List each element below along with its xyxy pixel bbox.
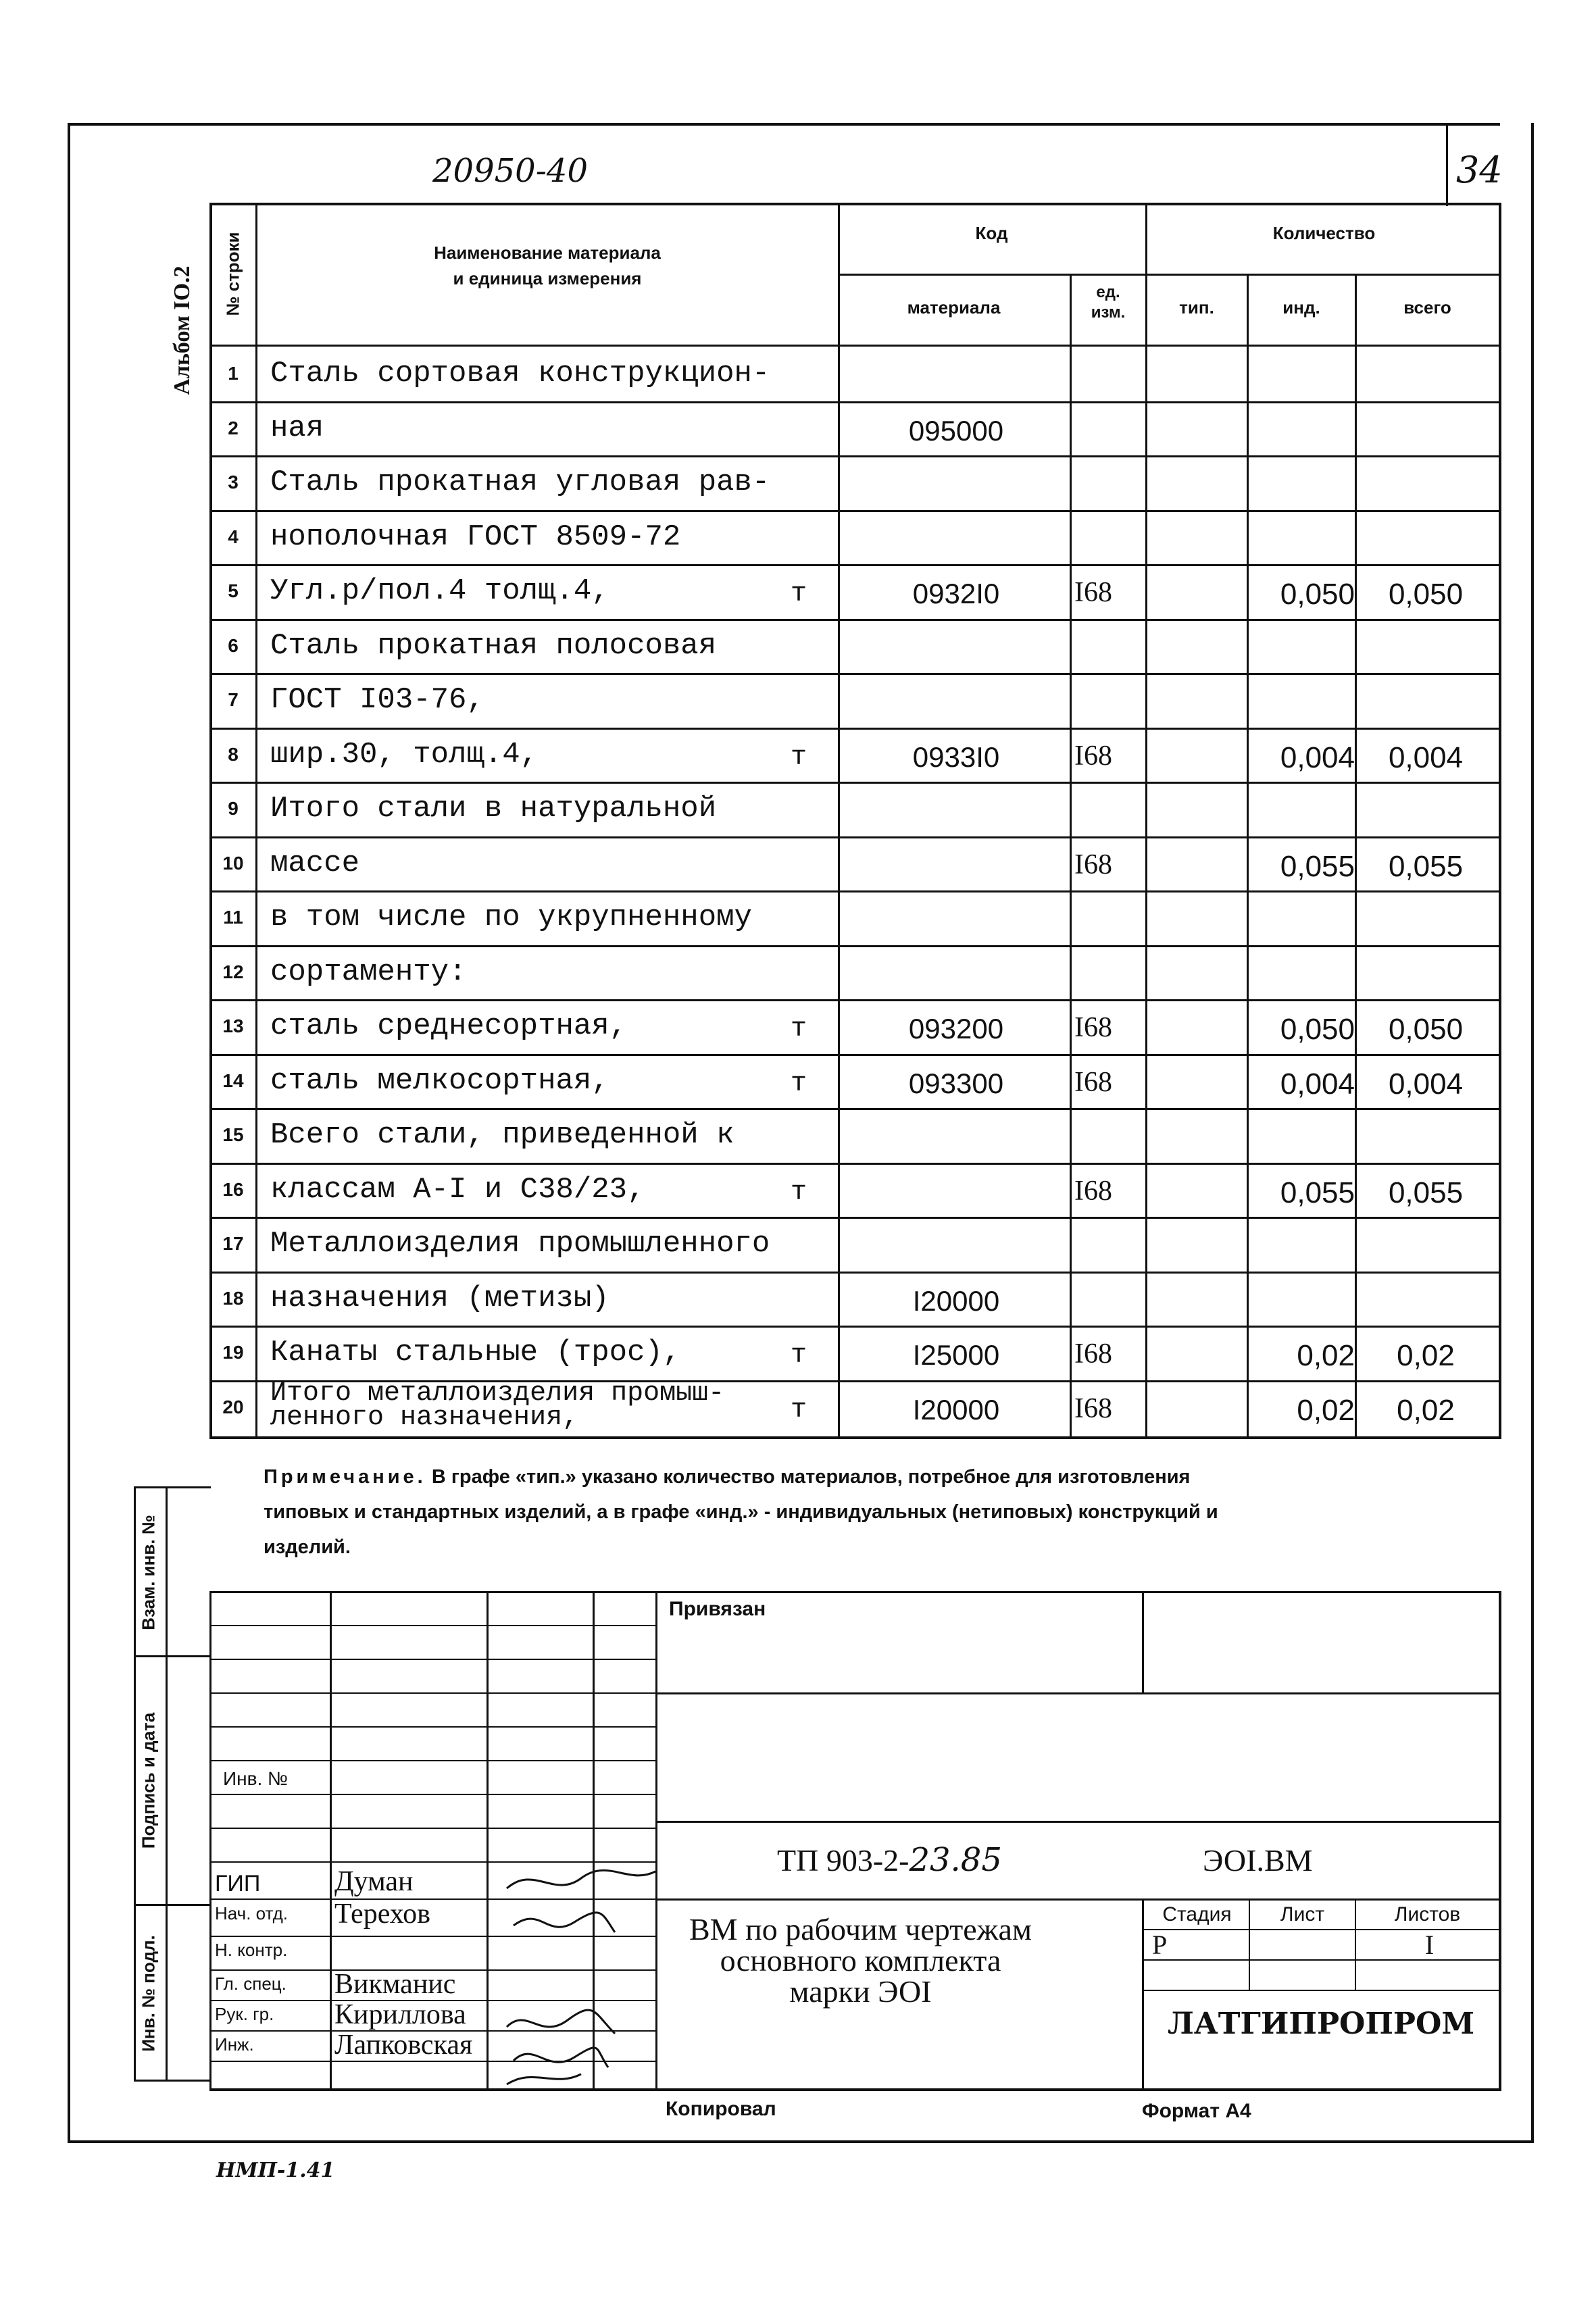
row-number: 3 <box>228 472 239 493</box>
header-code-material: материала <box>907 297 1001 318</box>
format-label: Формат А4 <box>1142 2100 1251 2122</box>
doc-number: 20950-40 <box>432 152 588 190</box>
row-name: классам А-I и С38/23, <box>270 1172 645 1207</box>
row-unit-t: т <box>791 1340 807 1371</box>
row-ind: 0,02 <box>1297 1393 1355 1427</box>
stamp-role: Гл. спец. <box>215 1973 286 1994</box>
side-vzam: Взам. инв. № <box>138 1515 159 1630</box>
row-unit-code: I68 <box>1074 577 1112 608</box>
row-number: 14 <box>222 1070 244 1091</box>
row-code: 093200 <box>908 1013 1004 1045</box>
title-block <box>209 1591 1501 2091</box>
note-label: Примечание. <box>264 1466 426 1488</box>
stamp-person-name: Кириллова <box>334 1999 466 2030</box>
org-name: ЛАТГИПРОПРОМ <box>1167 2007 1475 2041</box>
row-number: 12 <box>222 961 244 982</box>
header-qty-ind: инд. <box>1282 297 1320 318</box>
row-unit-code: I68 <box>1074 1338 1112 1369</box>
stamp-person-name: Думан <box>334 1866 414 1897</box>
row-number: 15 <box>222 1124 244 1145</box>
row-unit-code: I68 <box>1074 740 1112 772</box>
side-inv-podl: Инв. № подл. <box>138 1935 159 2052</box>
privyazan-label: Привязан <box>669 1598 766 1620</box>
row-ind: 0,02 <box>1297 1339 1355 1372</box>
row-total: 0,055 <box>1388 849 1464 883</box>
row-total: 0,050 <box>1388 578 1464 611</box>
row-name: назначения (метизы) <box>270 1281 609 1315</box>
signatures <box>493 1858 669 2088</box>
stage-label: Стадия <box>1162 1903 1232 1926</box>
row-number: 17 <box>222 1233 244 1254</box>
row-name: Металлоизделия промышленного <box>270 1227 770 1261</box>
stamp-role: Нач. отд. <box>215 1903 288 1923</box>
row-number: 1 <box>228 363 239 384</box>
inv-no-label: Инв. № <box>223 1768 289 1789</box>
row-unit-code: I68 <box>1074 1175 1112 1207</box>
row-ind: 0,004 <box>1280 740 1355 774</box>
row-ind: 0,055 <box>1280 849 1355 883</box>
stamp-person-name: Терехов <box>334 1898 431 1930</box>
sheet-label: Лист <box>1280 1903 1325 1926</box>
row-name: Сталь прокатная полосовая <box>270 628 717 663</box>
row-unit-t: т <box>791 1177 807 1208</box>
row-number: 2 <box>228 417 239 438</box>
header-qty-total: всего <box>1403 297 1451 318</box>
stamp-role: Инж. <box>215 2034 254 2055</box>
row-code: 0933I0 <box>912 740 1000 773</box>
stamp-role: Н. контр. <box>215 1940 288 1960</box>
row-name: ГОСТ I03-76, <box>270 683 484 717</box>
materials-table <box>209 203 1501 1439</box>
row-total: 0,02 <box>1397 1339 1455 1372</box>
designation: ТП 903-2- <box>777 1843 909 1878</box>
row-unit-code: I68 <box>1074 1066 1112 1098</box>
row-name: Сталь сортовая конструкцион- <box>270 357 770 391</box>
footer-code: НМП-1.41 <box>216 2159 335 2182</box>
note-text: В графе «тип.» указано количество материалов, потребное для изготовления типовых и стандартных изделий, а в графе «инд.» - индивидуальных (нетиповых) конструкций и изделий. <box>264 1466 1218 1558</box>
doc-title: ВМ по рабочим чертежам основного комплекта марки ЭОI <box>689 1912 1032 2009</box>
note <box>264 1459 1277 1565</box>
row-ind: 0,050 <box>1280 578 1355 611</box>
row-number: 20 <box>222 1396 244 1417</box>
stage-value: Р <box>1152 1930 1168 1960</box>
side-podpis: Подпись и дата <box>138 1712 159 1849</box>
album-label: Альбом IO.2 <box>170 266 195 395</box>
row-unit-t: т <box>791 1068 807 1099</box>
row-code: 0932I0 <box>912 578 1000 609</box>
row-ind: 0,055 <box>1280 1176 1355 1209</box>
row-unit-t: т <box>791 579 807 609</box>
row-total: 0,004 <box>1388 1067 1464 1101</box>
row-ind: 0,004 <box>1280 1067 1355 1101</box>
row-unit-t: т <box>791 742 807 773</box>
stamp-person-name: Викманис <box>334 1969 456 2000</box>
row-number: 11 <box>223 907 243 928</box>
row-number: 8 <box>228 743 239 765</box>
row-name: Канаты стальные (трос), <box>270 1336 681 1369</box>
row-number: 13 <box>222 1015 244 1036</box>
row-total: 0,004 <box>1388 740 1464 774</box>
header-code-unit: ед. изм. <box>1091 283 1126 322</box>
header-qty: Количество <box>1272 223 1376 243</box>
row-number: 16 <box>222 1178 244 1200</box>
page-number: 34 <box>1456 149 1503 191</box>
row-name: нополочная ГОСТ 8509-72 <box>270 520 681 554</box>
header-code: Код <box>975 223 1008 243</box>
copied-label: Копировал <box>666 2098 776 2120</box>
row-name: Итого металлоизделия промыш- ленного назначения, <box>270 1378 725 1433</box>
row-unit-t: т <box>791 1014 807 1045</box>
row-number: 18 <box>222 1287 244 1309</box>
designation-hw: 23.85 <box>909 1841 1002 1879</box>
row-code: I20000 <box>912 1393 1000 1426</box>
header-row-no: № строки <box>222 232 243 316</box>
sheets-label: Листов <box>1394 1903 1461 1926</box>
row-name: ная <box>270 411 324 445</box>
sheets-value: I <box>1424 1930 1435 1960</box>
row-name: сталь мелкосортная, <box>270 1063 609 1098</box>
row-code: I20000 <box>912 1284 1000 1317</box>
row-number: 5 <box>228 580 239 601</box>
row-name: шир.30, толщ.4, <box>270 737 539 772</box>
row-unit-code: I68 <box>1074 1392 1112 1424</box>
header-qty-typ: тип. <box>1179 297 1214 318</box>
row-unit-code: I68 <box>1074 849 1112 880</box>
row-name: Итого стали в натуральной <box>270 792 717 826</box>
stamp-person-name: Лапковская <box>334 2030 473 2061</box>
row-name: сортаменту: <box>270 955 467 989</box>
mark: ЭОI.ВМ <box>1203 1843 1313 1878</box>
row-number: 4 <box>228 526 239 547</box>
row-code: 093300 <box>908 1067 1004 1099</box>
row-unit-code: I68 <box>1074 1012 1112 1043</box>
row-name: массе <box>270 846 360 880</box>
row-total: 0,02 <box>1397 1393 1455 1427</box>
row-name: сталь среднесортная, <box>270 1009 628 1043</box>
row-number: 7 <box>228 689 239 710</box>
row-number: 10 <box>222 852 244 874</box>
row-total: 0,050 <box>1388 1013 1464 1046</box>
stamp-role: Рук. гр. <box>215 2004 274 2024</box>
row-name: Всего стали, приведенной к <box>270 1118 734 1152</box>
row-ind: 0,050 <box>1280 1013 1355 1046</box>
row-name: в том числе по укрупненному <box>270 901 752 934</box>
row-number: 6 <box>228 634 239 656</box>
row-number: 9 <box>228 798 239 819</box>
row-name: Угл.р/пол.4 толщ.4, <box>270 574 609 608</box>
header-name: Наименование материала и единица измерения <box>434 243 661 288</box>
row-name: Сталь прокатная угловая рав- <box>270 466 770 499</box>
row-code: I25000 <box>912 1339 1000 1371</box>
stamp-role: ГИП <box>215 1871 261 1896</box>
row-total: 0,055 <box>1388 1176 1464 1209</box>
row-code: 095000 <box>908 414 1004 447</box>
row-number: 19 <box>222 1342 244 1363</box>
row-unit-t: т <box>791 1394 807 1426</box>
